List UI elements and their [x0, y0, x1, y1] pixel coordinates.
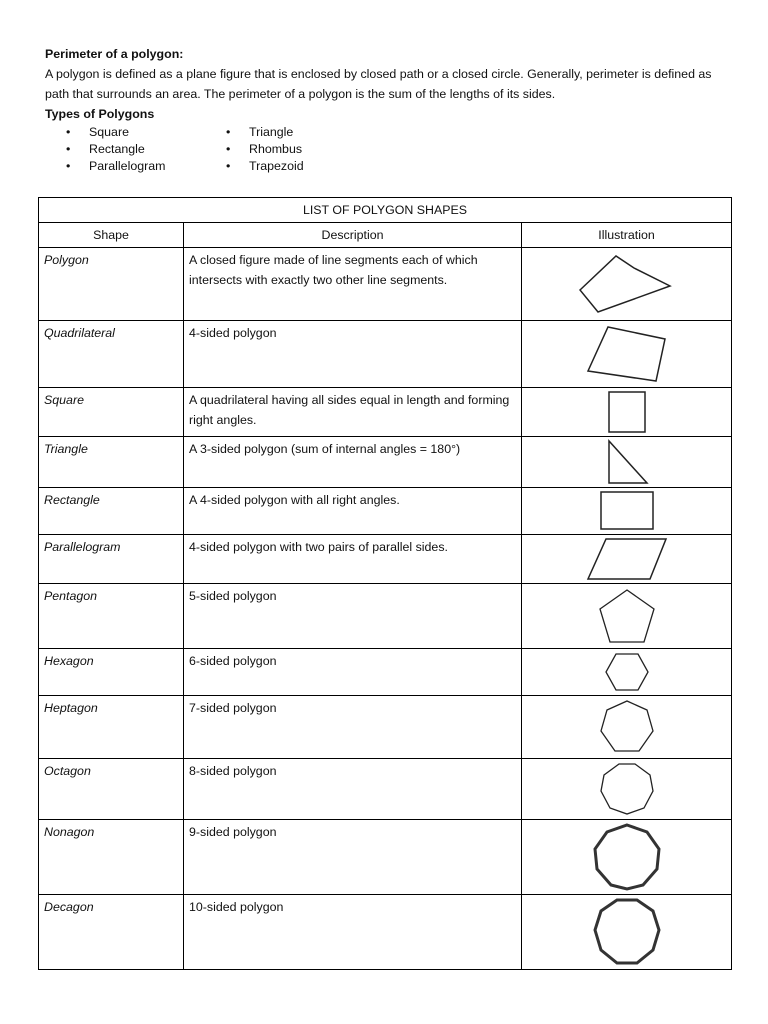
- shape-illustration: [522, 820, 732, 895]
- shape-name: Decagon: [39, 895, 184, 970]
- quadrilateral-icon: [582, 323, 672, 385]
- polygon-shapes-table: [38, 197, 732, 970]
- shape-name: Pentagon: [39, 584, 184, 649]
- table-row: [39, 437, 732, 488]
- table-title-row: [39, 198, 732, 223]
- shape-illustration: [522, 535, 732, 584]
- shape-name: Parallelogram: [39, 535, 184, 584]
- shape-name: Triangle: [39, 437, 184, 488]
- shape-description: A 3-sided polygon (sum of internal angles = 180°): [184, 437, 522, 488]
- header-shape: Shape: [39, 223, 184, 248]
- shape-description: 7-sided polygon: [184, 696, 522, 759]
- shape-illustration: [522, 321, 732, 388]
- shape-illustration: [522, 696, 732, 759]
- header-illustration: Illustration: [522, 223, 732, 248]
- header-description: Description: [184, 223, 522, 248]
- shape-illustration: [522, 649, 732, 696]
- table-title: LIST OF POLYGON SHAPES: [39, 198, 732, 223]
- table-row: [39, 696, 732, 759]
- table-row: [39, 535, 732, 584]
- table-row: [39, 248, 732, 321]
- shape-description: 4-sided polygon with two pairs of parallel sides.: [184, 535, 522, 584]
- shape-name: Heptagon: [39, 696, 184, 759]
- table-row: [39, 388, 732, 437]
- shape-illustration: [522, 895, 732, 970]
- list-item: • Rectangle: [45, 141, 205, 158]
- types-list-col1: [45, 124, 205, 175]
- list-item: • Triangle: [205, 124, 304, 141]
- table-row: [39, 759, 732, 820]
- shape-description: A closed figure made of line segments each of which intersects with exactly two other line segments.: [184, 248, 522, 321]
- list-item: • Trapezoid: [205, 158, 304, 175]
- table-header-row: [39, 223, 732, 248]
- shape-illustration: [522, 759, 732, 820]
- shape-illustration: [522, 488, 732, 535]
- triangle-icon: [599, 439, 655, 485]
- definition-paragraph: A polygon is defined as a plane figure that is enclosed by closed path or a closed circle. Generally, perimeter is defined as path that surrounds an area. The perimeter of a polygon is the sum of the lengths of its sides.: [45, 67, 712, 101]
- list-item: • Rhombus: [205, 141, 304, 158]
- table-row: [39, 820, 732, 895]
- shape-name: Quadrilateral: [39, 321, 184, 388]
- types-heading: Types of Polygons: [45, 107, 155, 121]
- irregular-polygon-icon: [572, 250, 682, 318]
- types-list: [45, 124, 735, 175]
- heptagon-icon: [597, 698, 657, 756]
- shape-name: Rectangle: [39, 488, 184, 535]
- square-icon: [605, 390, 649, 434]
- octagon-icon: [598, 761, 656, 817]
- list-item: • Square: [45, 124, 205, 141]
- shape-name: Square: [39, 388, 184, 437]
- shape-description: 8-sided polygon: [184, 759, 522, 820]
- shape-name: Hexagon: [39, 649, 184, 696]
- shape-name: Octagon: [39, 759, 184, 820]
- shape-name: Polygon: [39, 248, 184, 321]
- shape-name: Nonagon: [39, 820, 184, 895]
- shape-description: 6-sided polygon: [184, 649, 522, 696]
- decagon-icon: [591, 897, 663, 967]
- shape-description: 10-sided polygon: [184, 895, 522, 970]
- intro-section: [45, 44, 735, 175]
- shape-illustration: [522, 248, 732, 321]
- shape-description: A quadrilateral having all sides equal in length and forming right angles.: [184, 388, 522, 437]
- types-list-col2: [205, 124, 304, 175]
- shape-illustration: [522, 388, 732, 437]
- shape-illustration: [522, 437, 732, 488]
- table-row: [39, 321, 732, 388]
- hexagon-icon: [603, 651, 651, 693]
- pentagon-icon: [596, 586, 658, 646]
- shape-illustration: [522, 584, 732, 649]
- shape-description: A 4-sided polygon with all right angles.: [184, 488, 522, 535]
- parallelogram-icon: [584, 537, 670, 581]
- list-item: • Parallelogram: [45, 158, 205, 175]
- shape-description: 9-sided polygon: [184, 820, 522, 895]
- table-row: [39, 584, 732, 649]
- table-row: [39, 895, 732, 970]
- shape-description: 5-sided polygon: [184, 584, 522, 649]
- shape-description: 4-sided polygon: [184, 321, 522, 388]
- nonagon-icon: [591, 822, 663, 892]
- section-heading: Perimeter of a polygon:: [45, 47, 184, 61]
- table-row: [39, 649, 732, 696]
- table-row: [39, 488, 732, 535]
- rectangle-icon: [598, 490, 656, 532]
